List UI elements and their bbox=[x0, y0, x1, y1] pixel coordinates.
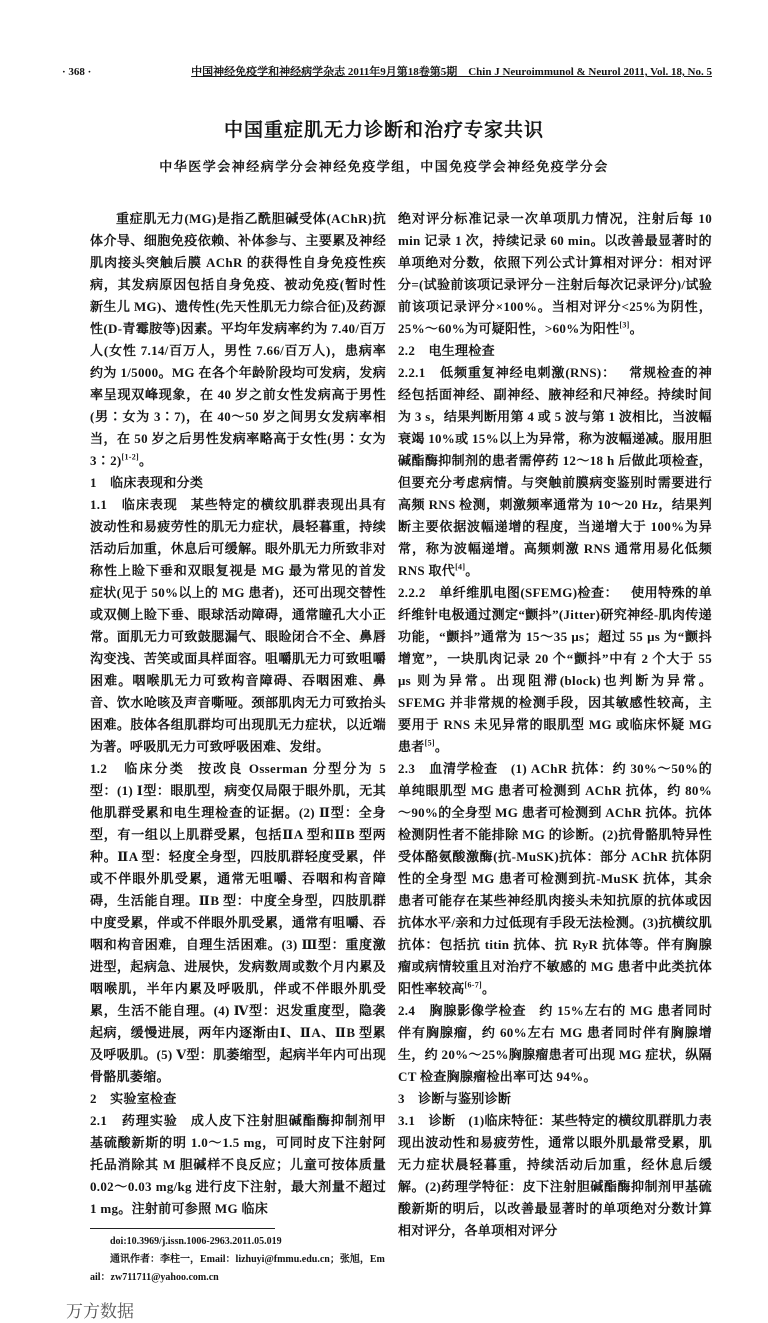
paragraph bbox=[398, 1110, 712, 1242]
watermark: 万方数据 bbox=[66, 1302, 134, 1322]
left-column bbox=[66, 208, 387, 1323]
paragraph: 2.3 血清学检查 (1) AChR 抗体：约 30%～50%的单纯眼肌型 MG 患者可检测到 AChR 抗体，约 80%～90%的全身型 MG 患者可检测到 AChR 抗体。抗体检测阴性者不能排除 MG 的诊断。(2)抗骨骼肌特异性受体酪氨酸激酶(抗-MuSK)抗体：部分 AChR 抗体阴性的全身型 MG 患者可检测到抗-MuSK 抗体，其余患者可能存在某些神经肌肉接头未知抗原的抗体或因抗体水平/亲和力过低现有手段无法检测。(3)抗横纹肌抗体：包括抗 titin 抗体、抗 RyR 抗体等。伴有胸腺瘤或病情较重且对治疗不敏感的 MG 患者中此类抗体阳性率较高[6-7]。 bbox=[398, 761, 712, 996]
citation: [1-2] bbox=[121, 452, 140, 462]
paragraph-text: (1) AChR 抗体：约 30%～50%的单纯眼肌型 MG 患者可检测到 AChR 抗体，约 80%～90%的全身型 MG 患者可检测到 AChR 抗体。抗体检测阴性者不能排除 MG 的诊断。(2)抗骨骼肌特异性受体酪氨酸激酶(抗-MuSK)抗体：部分 AChR 抗体阴性的全身型 MG 患者可检测到抗-MuSK 抗体，其余患者可能存在某些神经肌肉接头未知抗原的抗体或因抗体水平/亲和力过低现有手段无法检测。(3)抗横纹肌抗体：包括抗 titin 抗体、抗 RyR 抗体等。伴有胸腺瘤或病情较重且对治疗不敏感的 MG 患者中此类抗体阳性率较高 bbox=[398, 761, 712, 996]
footnotes bbox=[90, 1233, 386, 1287]
section-heading: 2 实验室检查 bbox=[90, 1091, 177, 1106]
subsection-heading: 3.1 诊断 bbox=[398, 1113, 456, 1128]
paragraph-text: 常规检查的神经包括面神经、副神经、腋神经和尺神经。持续时间为 3 s，结果判断用第 4 或 5 波与第 1 波相比，当波幅衰竭 10%或 15%以上为异常，称为波幅递减。服用胆碱酯酶抑制剂的患者需停药 12～18 h 后做此项检查，但要充分考虑病情。与突触前膜病变鉴别时需要进行高频 RNS 检测，刺激频率通常为 10～20 Hz，结果判断主要依据波幅递增的程度，当递增大于 100%为异常，称为波幅递增。高频刺激 RNS 通常用易化低频 RNS 取代 bbox=[398, 365, 712, 578]
subsection-heading: 2.2.1 低频重复神经电刺激(RNS)： bbox=[398, 365, 617, 380]
paragraph-text: 约 15%左右的 MG 患者同时伴有胸腺瘤，约 60%左右 MG 患者同时伴有胸腺增生，约 20%～25%胸腺瘤患者可出现 MG 症状，纵隔 CT 检查胸腺瘤检出率可达 94%。 bbox=[398, 1003, 712, 1084]
journal-citation: 中国神经免疫学和神经病学杂志 2011年9月第18卷第5期 Chin J Neuroimmunol & Neurol 2011, Vol. 18, No. 5 bbox=[191, 66, 712, 78]
subsection-heading: 2.2 电生理检查 bbox=[398, 343, 495, 358]
paragraph-text: 成人皮下注射胆碱酯酶抑制剂甲基硫酸新斯的明 1.0～1.5 mg，可同时皮下注射阿托品消除其 M 胆碱样不良反应；儿童可按体质量 0.02～0.03 mg/kg 进行皮下注射，最大剂量不超过 1 mg。注射前可参照 MG 临床 bbox=[90, 1113, 387, 1216]
paragraph-text: 使用特殊的单纤维针电极通过测定“颤抖”(Jitter)研究神经-肌肉传递功能，“颤抖”通常为 15～35 μs；超过 55 μs 为“颤抖增宽”，一块肌肉记录 20 个“颤抖”中有 2 个大于 55 μs 则为异常。出现阻滞(block)也判断为异常。SFEMG 并非常规的检测手段，因其敏感性较高，主要用于 RNS 未见异常的眼肌型 MG 或临床怀疑 MG 患者 bbox=[398, 585, 712, 754]
doi: doi:10.3969/j.issn.1006-2963.2011.05.019 bbox=[110, 1236, 282, 1247]
intro-paragraph: 重症肌无力(MG)是指乙酰胆碱受体(AChR)抗体介导、细胞免疫依赖、补体参与、主要累及神经肌肉接头突触后膜 AChR 的获得性自身免疫性疾病，其发病原因包括自身免疫、被动免疫(暂时性新生儿 MG)、遗传性(先天性肌无力综合征)及药源性(D-青霉胺等)因素。平均年发病率约为 7.40/百万人(女性 7.14/百万人，男性 7.66/百万人)，患病率约为 1/5000。MG 在各个年龄阶段均可发病，发病率呈现双峰现象，在 40 岁之前女性发病高于男性(男∶女为 3∶7)，在 40～50 岁之间男女发病率相当，在 50 岁之后男性发病率略高于女性(男∶女为 3∶2)[1-2]。 bbox=[90, 211, 386, 468]
section-heading: 1 临床表现和分类 bbox=[90, 475, 204, 490]
paragraph-text: 绝对评分标准记录一次单项肌力情况，注射后每 10 min 记录 1 次，持续记录 60 min。以改善最显著时的单项绝对分数，依照下列公式计算相对评分：相对评分=(试验前该项记录评分－注射后每次记录评分)/试验前该项记录评分×100%。当相对评分<25%为阴性，25%～60%为可疑阳性，>60%为阳性 bbox=[398, 211, 712, 336]
paragraph bbox=[90, 1110, 386, 1220]
article-title: 中国重症肌无力诊断和治疗专家共识 bbox=[223, 119, 544, 141]
paragraph bbox=[90, 758, 386, 1088]
citation: [6-7] bbox=[464, 980, 483, 990]
paragraph-text: 重症肌无力(MG)是指乙酰胆碱受体(AChR)抗体介导、细胞免疫依赖、补体参与、主要累及神经肌肉接头突触后膜 AChR 的获得性自身免疫性疾病，其发病原因包括自身免疫、被动免疫(暂时性新生儿 MG)、遗传性(先天性肌无力综合征)及药源性(D-青霉胺等)因素。平均年发病率约为 7.40/百万人(女性 7.14/百万人，男性 7.66/百万人)，患病率约为 1/5000。MG 在各个年龄阶段均可发病，发病率呈现双峰现象，在 40 岁之前女性发病高于男性(男∶女为 3∶7)，在 40～50 岁之间男女发病率相当，在 50 岁之后男性发病率略高于女性(男∶女为 3∶2) bbox=[90, 211, 386, 468]
citation: [4] bbox=[455, 562, 466, 572]
page-number: · 368 · bbox=[62, 66, 92, 78]
paragraph-text: 按改良 Osserman 分型分为 5 型：(1) Ⅰ型：眼肌型，病变仅局限于眼外肌，无其他肌群受累和电生理检查的证据。(2) Ⅱ型：全身型，有一组以上肌群受累，包括ⅡA 型和ⅡB 型两种。ⅡA 型：轻度全身型，四肢肌群轻度受累，伴或不伴眼外肌受累，通常无咀嚼、吞咽和构音障碍，生活能自理。ⅡB 型：中度全身型，四肢肌群中度受累，伴或不伴眼外肌受累，通常有咀嚼、吞咽和构音困难，自理生活困难。(3) Ⅲ型：重度激进型，起病急、进展快，发病数周或数个月内累及咽喉肌，半年内累及呼吸肌，伴或不伴眼外肌受累，生活不能自理。(4) Ⅳ型：迟发重度型，隐袭起病，缓慢进展，两年内逐渐由Ⅰ、ⅡA、ⅡB 型累及呼吸肌。(5) Ⅴ型：肌萎缩型，起病半年内可出现骨骼肌萎缩。 bbox=[90, 761, 387, 1084]
subsection-heading: 2.2.2 单纤维肌电图(SFEMG)检查： bbox=[398, 585, 619, 600]
right-column bbox=[398, 208, 712, 1242]
paragraph: 绝对评分标准记录一次单项肌力情况，注射后每 10 min 记录 1 次，持续记录 60 min。以改善最显著时的单项绝对分数，依照下列公式计算相对评分：相对评分=(试验前该项记录评分－注射后每次记录评分)/试验前该项记录评分×100%。当相对评分<25%为阴性，25%～60%为可疑阳性，>60%为阳性[3]。 bbox=[398, 211, 712, 336]
corresponding-author: 通讯作者：李柱一，Email：lizhuyi@fmmu.edu.cn；张旭，Email：zw711711@yahoo.com.cn bbox=[90, 1254, 385, 1283]
article-authors: 中华医学会神经病学分会神经免疫学组，中国免疫学会神经免疫学分会 bbox=[159, 159, 609, 174]
paragraph: 2.2.2 单纤维肌电图(SFEMG)检查： 使用特殊的单纤维针电极通过测定“颤抖”(Jitter)研究神经-肌肉传递功能，“颤抖”通常为 15～35 μs；超过 55 μs 为“颤抖增宽”，一块肌肉记录 20 个“颤抖”中有 2 个大于 55 μs 则为异常。出现阻滞(block)也判断为异常。SFEMG 并非常规的检测手段，因其敏感性较高，主要用于 RNS 未见异常的眼肌型 MG 或临床怀疑 MG 患者[5]。 bbox=[398, 585, 712, 754]
section-heading: 3 诊断与鉴别诊断 bbox=[398, 1091, 512, 1106]
footnote-divider bbox=[90, 1228, 275, 1229]
paragraph bbox=[398, 1000, 712, 1088]
subsection-heading: 1.2 临床分类 bbox=[90, 761, 185, 776]
paragraph-text: (1)临床特征：某些特定的横纹肌群肌力表现出波动性和易疲劳性，通常以眼外肌最常受累，肌无力症状晨轻暮重，持续活动后加重，经休息后缓解。(2)药理学特征：皮下注射胆碱酯酶抑制剂甲基硫酸新斯的明后，以改善最显著时的单项绝对分数计算相对评分，各单项相对评分 bbox=[398, 1113, 712, 1238]
citation: [5] bbox=[424, 738, 435, 748]
subsection-heading: 2.3 血清学检查 bbox=[398, 761, 498, 776]
paragraph: 2.2.1 低频重复神经电刺激(RNS)： 常规检查的神经包括面神经、副神经、腋神经和尺神经。持续时间为 3 s，结果判断用第 4 或 5 波与第 1 波相比，当波幅衰竭 10%或 15%以上为异常，称为波幅递减。服用胆碱酯酶抑制剂的患者需停药 12～18 h 后做此项检查，但要充分考虑病情。与突触前膜病变鉴别时需要进行高频 RNS 检测，刺激频率通常为 10～20 Hz，结果判断主要依据波幅递增的程度，当递增大于 100%为异常，称为波幅递增。高频刺激 RNS 通常用易化低频 RNS 取代[4]。 bbox=[398, 365, 712, 578]
running-header bbox=[62, 64, 712, 80]
subsection-heading: 2.1 药理实验 bbox=[90, 1113, 178, 1128]
subsection-heading: 2.4 胸腺影像学检查 bbox=[398, 1003, 527, 1018]
citation: [3] bbox=[619, 320, 630, 330]
paragraph bbox=[90, 494, 386, 758]
subsection-heading: 1.1 临床表现 bbox=[90, 497, 178, 512]
paragraph-text: 某些特定的横纹肌群表现出具有波动性和易疲劳性的肌无力症状，晨轻暮重，持续活动后加重，休息后可缓解。眼外肌无力所致非对称性上睑下垂和双眼复视是 MG 最为常见的首发症状(见于 50%以上的 MG 患者)，还可出现交替性或双侧上睑下垂、眼球活动障碍，通常瞳孔大小正常。面肌无力可致鼓腮漏气、眼睑闭合不全、鼻唇沟变浅、苦笑或面具样面容。咀嚼肌无力可致咀嚼困难。咽喉肌无力可致构音障碍、吞咽困难、鼻音、饮水呛咳及声音嘶哑。颈部肌肉无力可致抬头困难。肢体各组肌群均可出现肌无力症状，以近端为著。呼吸肌无力可致呼吸困难、发绀。 bbox=[90, 497, 387, 754]
